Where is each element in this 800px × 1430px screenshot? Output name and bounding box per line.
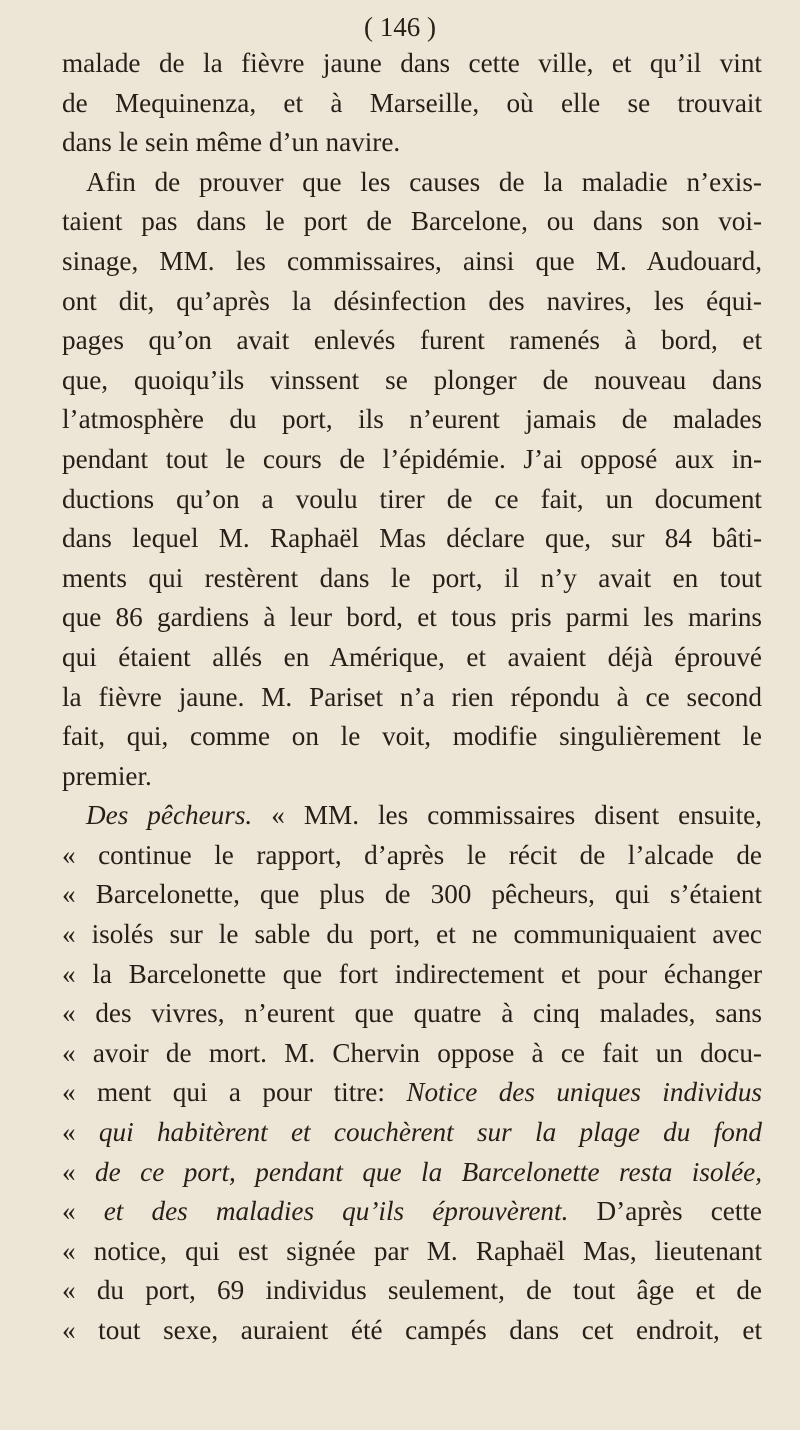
text-segment: l’atmosphère du port, ils n’eurent jamais de malades — [62, 404, 762, 435]
text-segment: « la Barcelonette que fort indirectement et pour échanger — [62, 958, 762, 989]
text-line — [62, 915, 762, 955]
text-segment: « des vivres, n’eurent que quatre à cinq malades, sans — [62, 998, 762, 1029]
text-line — [62, 1232, 762, 1272]
text-segment: « — [62, 1117, 99, 1148]
text-segment: sinage, MM. les commissaires, ainsi que M. Audouard, — [62, 245, 762, 276]
text-segment: que, quoiqu’ils vinssent se plonger de nouveau dans — [62, 364, 762, 395]
text-line — [62, 955, 762, 995]
text-line — [62, 202, 762, 242]
text-line — [62, 440, 762, 480]
text-line — [62, 1113, 762, 1153]
text-segment: dans lequel M. Raphaël Mas déclare que, sur 84 bâti- — [62, 523, 762, 554]
text-line — [62, 875, 762, 915]
text-segment: premier. — [62, 760, 152, 791]
text-segment: « continue le rapport, d’après le récit de l’alcade de — [62, 839, 762, 870]
text-line — [62, 519, 762, 559]
text-line — [62, 598, 762, 638]
text-segment: taient pas dans le port de Barcelone, ou dans son voi- — [62, 206, 762, 237]
text-segment: « isolés sur le sable du port, et ne communiquaient avec — [62, 919, 762, 950]
text-line — [62, 836, 762, 876]
text-line — [62, 282, 762, 322]
text-line — [62, 1271, 762, 1311]
text-line — [62, 638, 762, 678]
italic-text: et des maladies qu’ils éprouvèrent. — [103, 1196, 569, 1227]
italic-text: Des pêcheurs. — [86, 800, 253, 831]
text-line — [62, 321, 762, 361]
text-segment: Afin de prouver que les causes de la maladie n’exis- — [86, 166, 762, 197]
text-segment: ments qui restèrent dans le port, il n’y avait en tout — [62, 562, 762, 593]
text-segment: « — [62, 1196, 104, 1227]
text-line — [62, 1073, 762, 1113]
text-segment: ont dit, qu’après la désinfection des navires, les équi- — [62, 285, 762, 316]
text-line — [62, 1311, 762, 1351]
text-segment: fait, qui, comme on le voit, modifie singulièrement le — [62, 721, 762, 752]
text-segment: qui étaient allés en Amérique, et avaient déjà éprouvé — [62, 641, 762, 672]
text-line — [62, 1034, 762, 1074]
text-line — [62, 1192, 762, 1232]
italic-text: Notice des uniques individus — [406, 1077, 762, 1108]
text-segment: « notice, qui est signée par M. Raphaël Mas, lieutenant — [62, 1235, 762, 1266]
text-line — [62, 757, 762, 797]
text-line — [62, 994, 762, 1034]
text-line — [62, 678, 762, 718]
text-line — [62, 717, 762, 757]
text-line — [62, 242, 762, 282]
text-line — [62, 796, 762, 836]
body-text — [62, 44, 762, 1351]
text-segment: dans le sein même d’un navire. — [62, 127, 401, 158]
text-line — [62, 400, 762, 440]
text-line — [62, 559, 762, 599]
italic-text: qui habitèrent et couchèrent sur la plage du fond — [98, 1117, 762, 1148]
text-line — [62, 1153, 762, 1193]
text-segment: pendant tout le cours de l’épidémie. J’ai opposé aux in- — [62, 443, 762, 474]
text-segment: la fièvre jaune. M. Pariset n’a rien répondu à ce second — [62, 681, 762, 712]
text-segment: « avoir de mort. M. Chervin oppose à ce fait un docu- — [62, 1037, 762, 1068]
text-segment: « du port, 69 individus seulement, de tout âge et de — [62, 1275, 762, 1306]
text-line — [62, 163, 762, 203]
text-line — [62, 84, 762, 124]
text-line — [62, 123, 762, 163]
italic-text: de ce port, pendant que la Barcelonette resta isolée, — [95, 1156, 762, 1187]
text-segment: « — [62, 1156, 96, 1187]
text-segment: « ment qui a pour titre: — [62, 1077, 407, 1108]
text-segment: malade de la fièvre jaune dans cette ville, et qu’il vint — [62, 48, 762, 78]
text-segment: D’après cette — [568, 1196, 762, 1227]
text-segment: « Barcelonette, que plus de 300 pêcheurs, qui s’étaient — [62, 879, 762, 910]
text-segment: pages qu’on avait enlevés furent ramenés à bord, et — [62, 325, 762, 356]
page-number: ( 146 ) — [364, 12, 436, 42]
text-line — [62, 44, 762, 84]
text-segment: « MM. les commissaires disent ensuite, — [252, 800, 762, 831]
text-segment: de Mequinenza, et à Marseille, où elle se trouvait — [62, 87, 762, 118]
text-line — [62, 480, 762, 520]
text-segment: que 86 gardiens à leur bord, et tous pris parmi les marins — [62, 602, 762, 633]
text-segment: ductions qu’on a voulu tirer de ce fait, un document — [62, 483, 762, 514]
text-line — [62, 361, 762, 401]
text-segment: « tout sexe, auraient été campés dans cet endroit, et — [62, 1315, 762, 1345]
